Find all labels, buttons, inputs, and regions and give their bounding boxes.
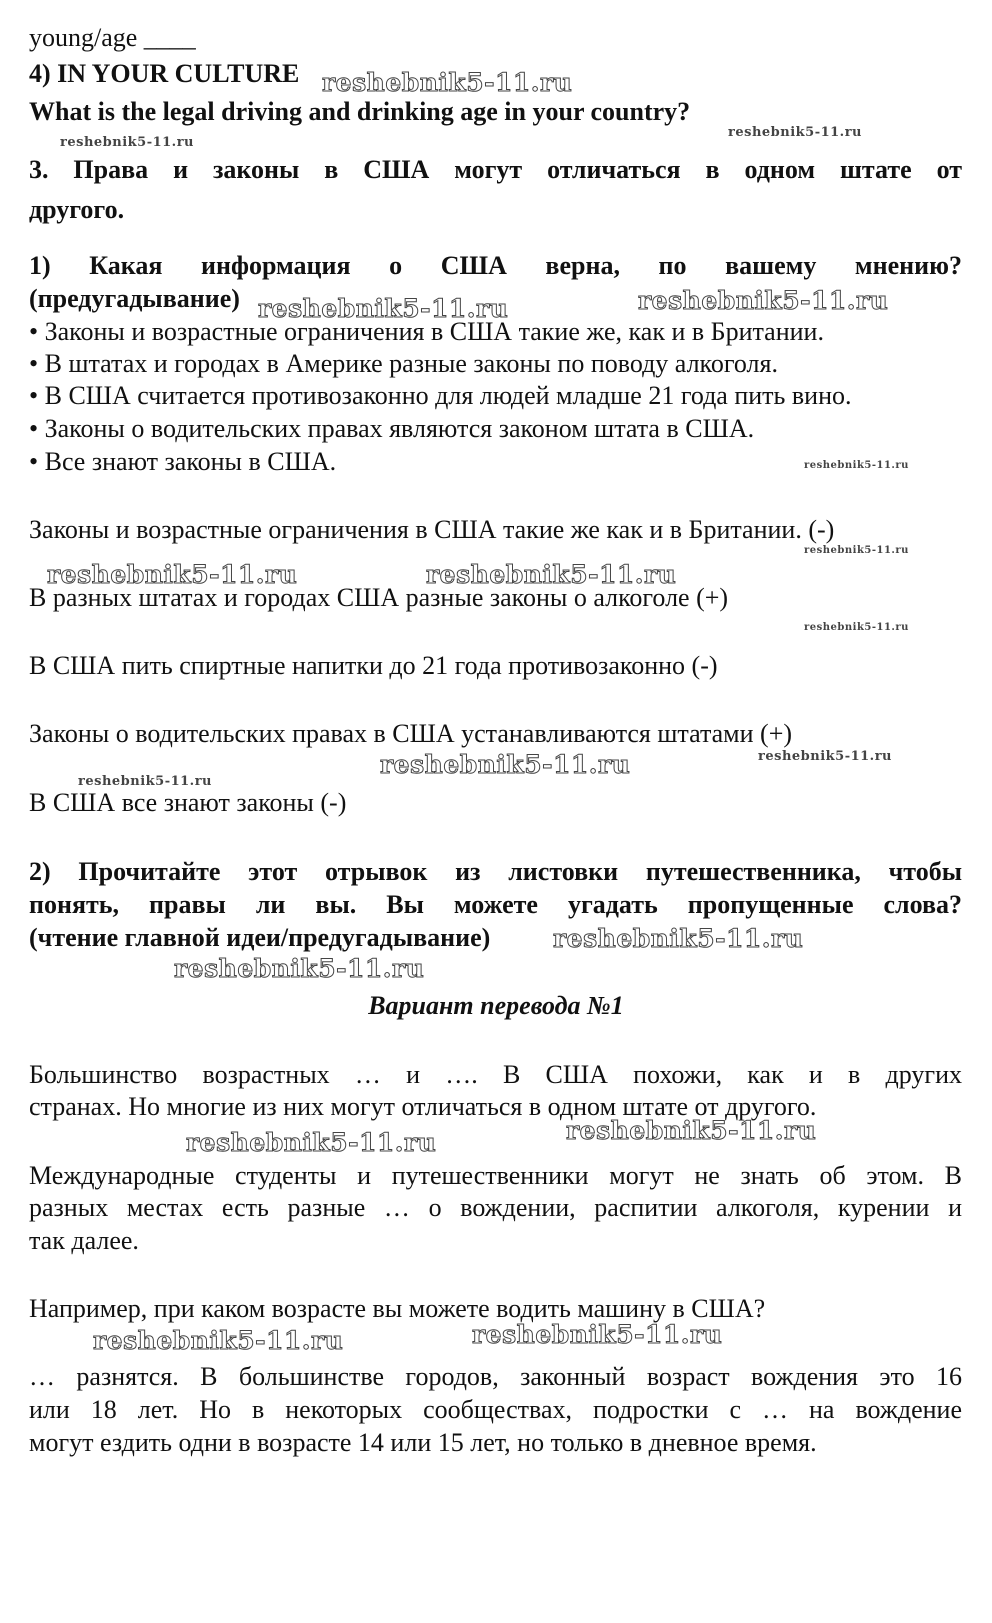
watermark: reshebnik5-11.ru xyxy=(380,750,631,779)
watermark: reshebnik5-11.ru xyxy=(804,622,909,633)
watermark: reshebnik5-11.ru xyxy=(804,545,909,556)
paragraph-line: Международные студенты и путешественники могут не знать об этом. В xyxy=(29,1161,962,1190)
watermark: reshebnik5-11.ru xyxy=(60,135,195,150)
watermark: reshebnik5-11.ru xyxy=(258,294,509,323)
bullet-item: • В США считается противозаконно для людей младше 21 года пить вино. xyxy=(29,381,852,410)
answer-line: В США все знают законы (-) xyxy=(29,788,347,817)
question-line: What is the legal driving and drinking age in your country? xyxy=(29,97,691,126)
watermark: reshebnik5-11.ru xyxy=(566,1116,817,1145)
watermark: reshebnik5-11.ru xyxy=(728,125,863,140)
paragraph-line: могут ездить одни в возрасте 14 или 15 лет, но только в дневное время. xyxy=(29,1428,817,1457)
exercise-title: 3. Права и законы в США могут отличаться в одном штате от xyxy=(29,155,962,184)
paragraph-line: так далее. xyxy=(29,1226,139,1255)
exercise-title-cont: другого. xyxy=(29,195,125,224)
paragraph-line: или 18 лет. Но в некоторых сообществах, подростки с … на вождение xyxy=(29,1395,962,1424)
watermark: reshebnik5-11.ru xyxy=(472,1320,723,1349)
paragraph-line: странах. Но многие из них могут отличаться в одном штате от другого. xyxy=(29,1092,817,1121)
paragraph-line: … разнятся. В большинстве городов, законный возраст вождения это 16 xyxy=(29,1362,962,1391)
bullet-item: • Законы о водительских правах являются законом штата в США. xyxy=(29,414,755,443)
task-heading-cont: (чтение главной идеи/предугадывание) xyxy=(29,923,491,952)
answer-line: В США пить спиртные напитки до 21 года противозаконно (-) xyxy=(29,651,718,680)
text-line: young/age ____ xyxy=(29,23,196,52)
bullet-item: • Все знают законы в США. xyxy=(29,447,337,476)
watermark: reshebnik5-11.ru xyxy=(322,68,573,97)
watermark: reshebnik5-11.ru xyxy=(186,1128,437,1157)
watermark: reshebnik5-11.ru xyxy=(553,924,804,953)
watermark: reshebnik5-11.ru xyxy=(174,954,425,983)
bullet-item: • Законы и возрастные ограничения в США такие же, как и в Британии. xyxy=(29,317,824,346)
watermark: reshebnik5-11.ru xyxy=(804,460,909,471)
task-heading-cont: (предугадывание) xyxy=(29,284,240,313)
watermark: reshebnik5-11.ru xyxy=(93,1326,344,1355)
watermark: reshebnik5-11.ru xyxy=(78,774,213,789)
task-heading-cont: понять, правы ли вы. Вы можете угадать пропущенные слова? xyxy=(29,890,962,919)
watermark: reshebnik5-11.ru xyxy=(638,286,889,315)
bullet-item: • В штатах и городах в Америке разные законы по поводу алкоголя. xyxy=(29,349,778,378)
task-heading: 1) Какая информация о США верна, по вашему мнению? xyxy=(29,251,962,280)
watermark: reshebnik5-11.ru xyxy=(758,749,893,764)
watermark: reshebnik5-11.ru xyxy=(426,560,677,589)
translation-title: Вариант перевода №1 xyxy=(368,991,624,1020)
watermark: reshebnik5-11.ru xyxy=(47,560,298,589)
answer-line: Законы и возрастные ограничения в США такие же как и в Британии. (-) xyxy=(29,515,835,544)
paragraph-line: Например, при каком возрасте вы можете водить машину в США? xyxy=(29,1294,766,1323)
paragraph-line: разных местах есть разные … о вождении, распитии алкоголя, курении и xyxy=(29,1193,962,1222)
task-heading: 2) Прочитайте этот отрывок из листовки путешественника, чтобы xyxy=(29,857,962,886)
answer-line: Законы о водительских правах в США устанавливаются штатами (+) xyxy=(29,719,793,748)
paragraph-line: Большинство возрастных … и …. В США похожи, как и в других xyxy=(29,1060,962,1089)
section-heading: 4) IN YOUR CULTURE xyxy=(29,59,300,88)
answer-line: В разных штатах и городах США разные законы о алкоголе (+) xyxy=(29,583,729,612)
